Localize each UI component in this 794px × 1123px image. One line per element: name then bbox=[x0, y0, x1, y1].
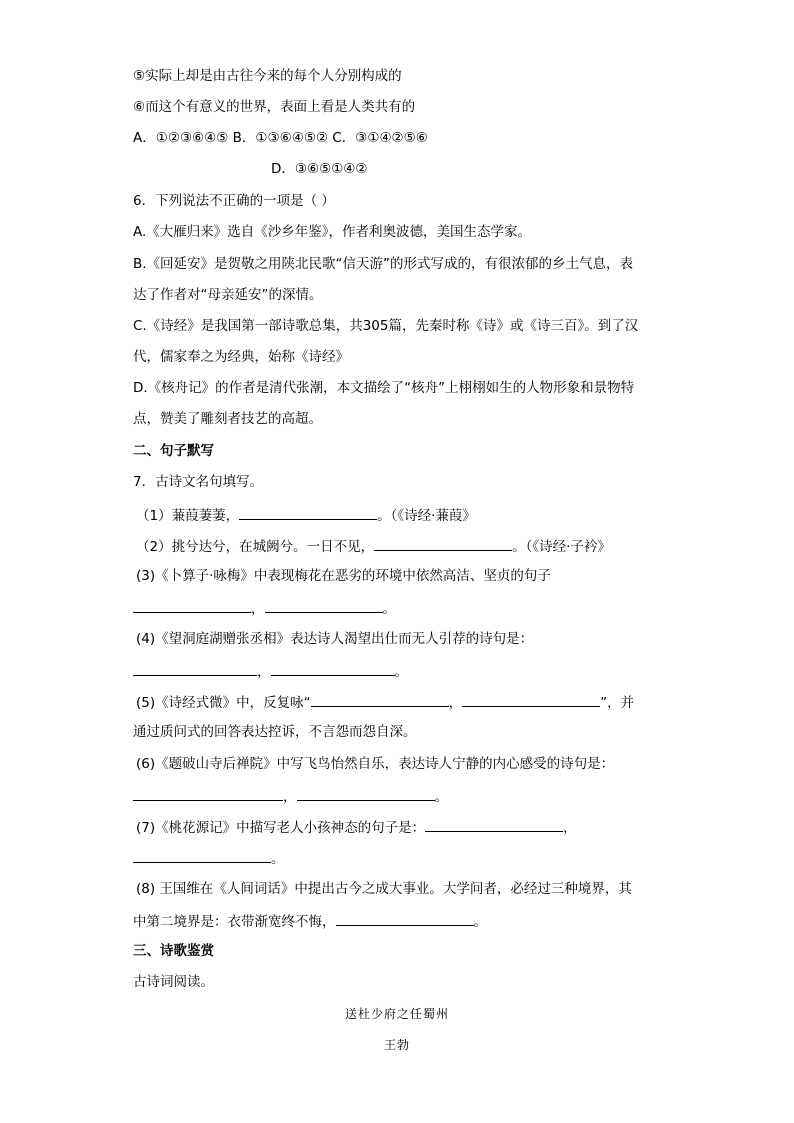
q6-option-c-line2: 代，儒家奉之为经典，始称《诗经》 bbox=[133, 349, 349, 365]
comma: ， bbox=[251, 601, 265, 617]
blank-field[interactable] bbox=[425, 817, 563, 832]
q7-s8-line2 bbox=[133, 911, 487, 931]
comma: ， bbox=[563, 820, 577, 836]
poem-author: 王勃 bbox=[383, 1038, 410, 1052]
q6-option-a: A.《大雁归来》选自《沙乡年鉴》，作者利奥波德，美国生态学家。 bbox=[133, 224, 532, 240]
blank-field[interactable] bbox=[133, 786, 283, 801]
blank-field[interactable] bbox=[133, 661, 257, 676]
poem-title: 送杜少府之任蜀州 bbox=[344, 1007, 449, 1021]
q7-s6: (6)《题破山寺后禅院》中写飞鸟怡然自乐，表达诗人宁静的内心感受的诗句是： bbox=[136, 756, 615, 772]
comma: ， bbox=[283, 789, 297, 805]
blank-field[interactable] bbox=[336, 911, 474, 926]
q7-s1 bbox=[136, 505, 476, 525]
q7-s8-line1: (8) 王国维在《人间词话》中提出古今之成大事业。大学问者，必经过三种境界，其 bbox=[136, 881, 632, 897]
q7-s5-text: (5)《诗经式微》中，反复咏“ bbox=[136, 695, 311, 711]
q6-option-b-line2: 达了作者对“母亲延安”的深情。 bbox=[133, 287, 323, 303]
blank-field[interactable] bbox=[297, 786, 435, 801]
q7-s7-answer bbox=[133, 848, 285, 868]
q7-s8-text: 中第二境界是：衣带渐宽终不悔， bbox=[133, 914, 336, 930]
q7-s1-text: （1）蒹葭萋萋， bbox=[136, 508, 240, 524]
q7-s4-answer bbox=[133, 661, 408, 681]
period: 。 bbox=[473, 914, 487, 930]
period: 。 bbox=[382, 601, 396, 617]
section-heading-dictation: 二、句子默写 bbox=[133, 443, 214, 459]
period: 。 bbox=[434, 789, 448, 805]
section-heading-poetry: 三、诗歌鉴赏 bbox=[133, 943, 214, 959]
q5-item5: ⑤实际上却是由古往今来的每个人分别构成的 bbox=[133, 68, 402, 84]
comma: ， bbox=[257, 664, 271, 680]
q5-item6: ⑥而这个有意义的世界，表面上看是人类共有的 bbox=[133, 99, 416, 115]
period: 。 bbox=[394, 664, 408, 680]
blank-field[interactable] bbox=[271, 661, 395, 676]
q7-s5-line2: 通过质问式的回答表达控诉，不言怨而怨自深。 bbox=[133, 724, 417, 740]
blank-field[interactable] bbox=[311, 692, 449, 707]
comma: ， bbox=[448, 695, 463, 711]
q7-s3-answer bbox=[133, 598, 396, 618]
q7-s1-source: 。（《诗经·蒹葭》 bbox=[377, 508, 476, 524]
blank-field[interactable] bbox=[462, 692, 600, 707]
blank-field[interactable] bbox=[239, 505, 377, 520]
q5-option-d: D．③⑥⑤①④② bbox=[271, 161, 368, 177]
q6-option-d-line2: 点，赞美了雕刻者技艺的高超。 bbox=[133, 411, 322, 427]
q7-s7 bbox=[136, 817, 577, 837]
reading-intro: 古诗词阅读。 bbox=[133, 974, 214, 990]
q7-s7-text: (7)《桃花源记》中描写老人小孩神态的句子是： bbox=[136, 820, 426, 836]
period: 。 bbox=[271, 851, 285, 867]
q7-s6-answer bbox=[133, 786, 448, 806]
q7-s5 bbox=[136, 692, 634, 712]
blank-field[interactable] bbox=[374, 536, 512, 551]
q7-s4: (4)《望洞庭湖赠张丞相》表达诗人渴望出仕而无人引荐的诗句是： bbox=[136, 631, 534, 647]
blank-field[interactable] bbox=[133, 848, 271, 863]
q6-stem: 6．下列说法不正确的一项是（ ） bbox=[133, 193, 335, 209]
blank-field[interactable] bbox=[265, 598, 383, 613]
q7-stem: 7．古诗文名句填写。 bbox=[133, 474, 264, 490]
q5-options-abc: A．①②③⑥④⑤ B．①③⑥④⑤② C．③①④②⑤⑥ bbox=[133, 130, 428, 146]
q7-s2 bbox=[136, 536, 611, 556]
q7-s5-tail: ”，并 bbox=[600, 695, 635, 711]
q6-option-c-line1: C.《诗经》是我国第一部诗歌总集，共305篇，先秦时称《诗》或《诗三百》。到了汉 bbox=[133, 318, 639, 334]
q6-option-d-line1: D.《核舟记》的作者是清代张潮，本文描绘了“核舟”上栩栩如生的人物形象和景物特 bbox=[133, 380, 635, 396]
q6-option-b-line1: B.《回延安》是贺敬之用陕北民歌“信天游”的形式写成的，有很浓郁的乡土气息，表 bbox=[133, 256, 634, 272]
q7-s3: (3)《卜算子·咏梅》中表现梅花在恶劣的环境中依然高洁、坚贞的句子 bbox=[136, 568, 551, 584]
q7-s2-text: （2）挑兮达兮，在城阙兮。一日不见， bbox=[136, 539, 375, 555]
blank-field[interactable] bbox=[133, 598, 251, 613]
q7-s2-source: 。（《诗经·子衿》 bbox=[512, 539, 611, 555]
